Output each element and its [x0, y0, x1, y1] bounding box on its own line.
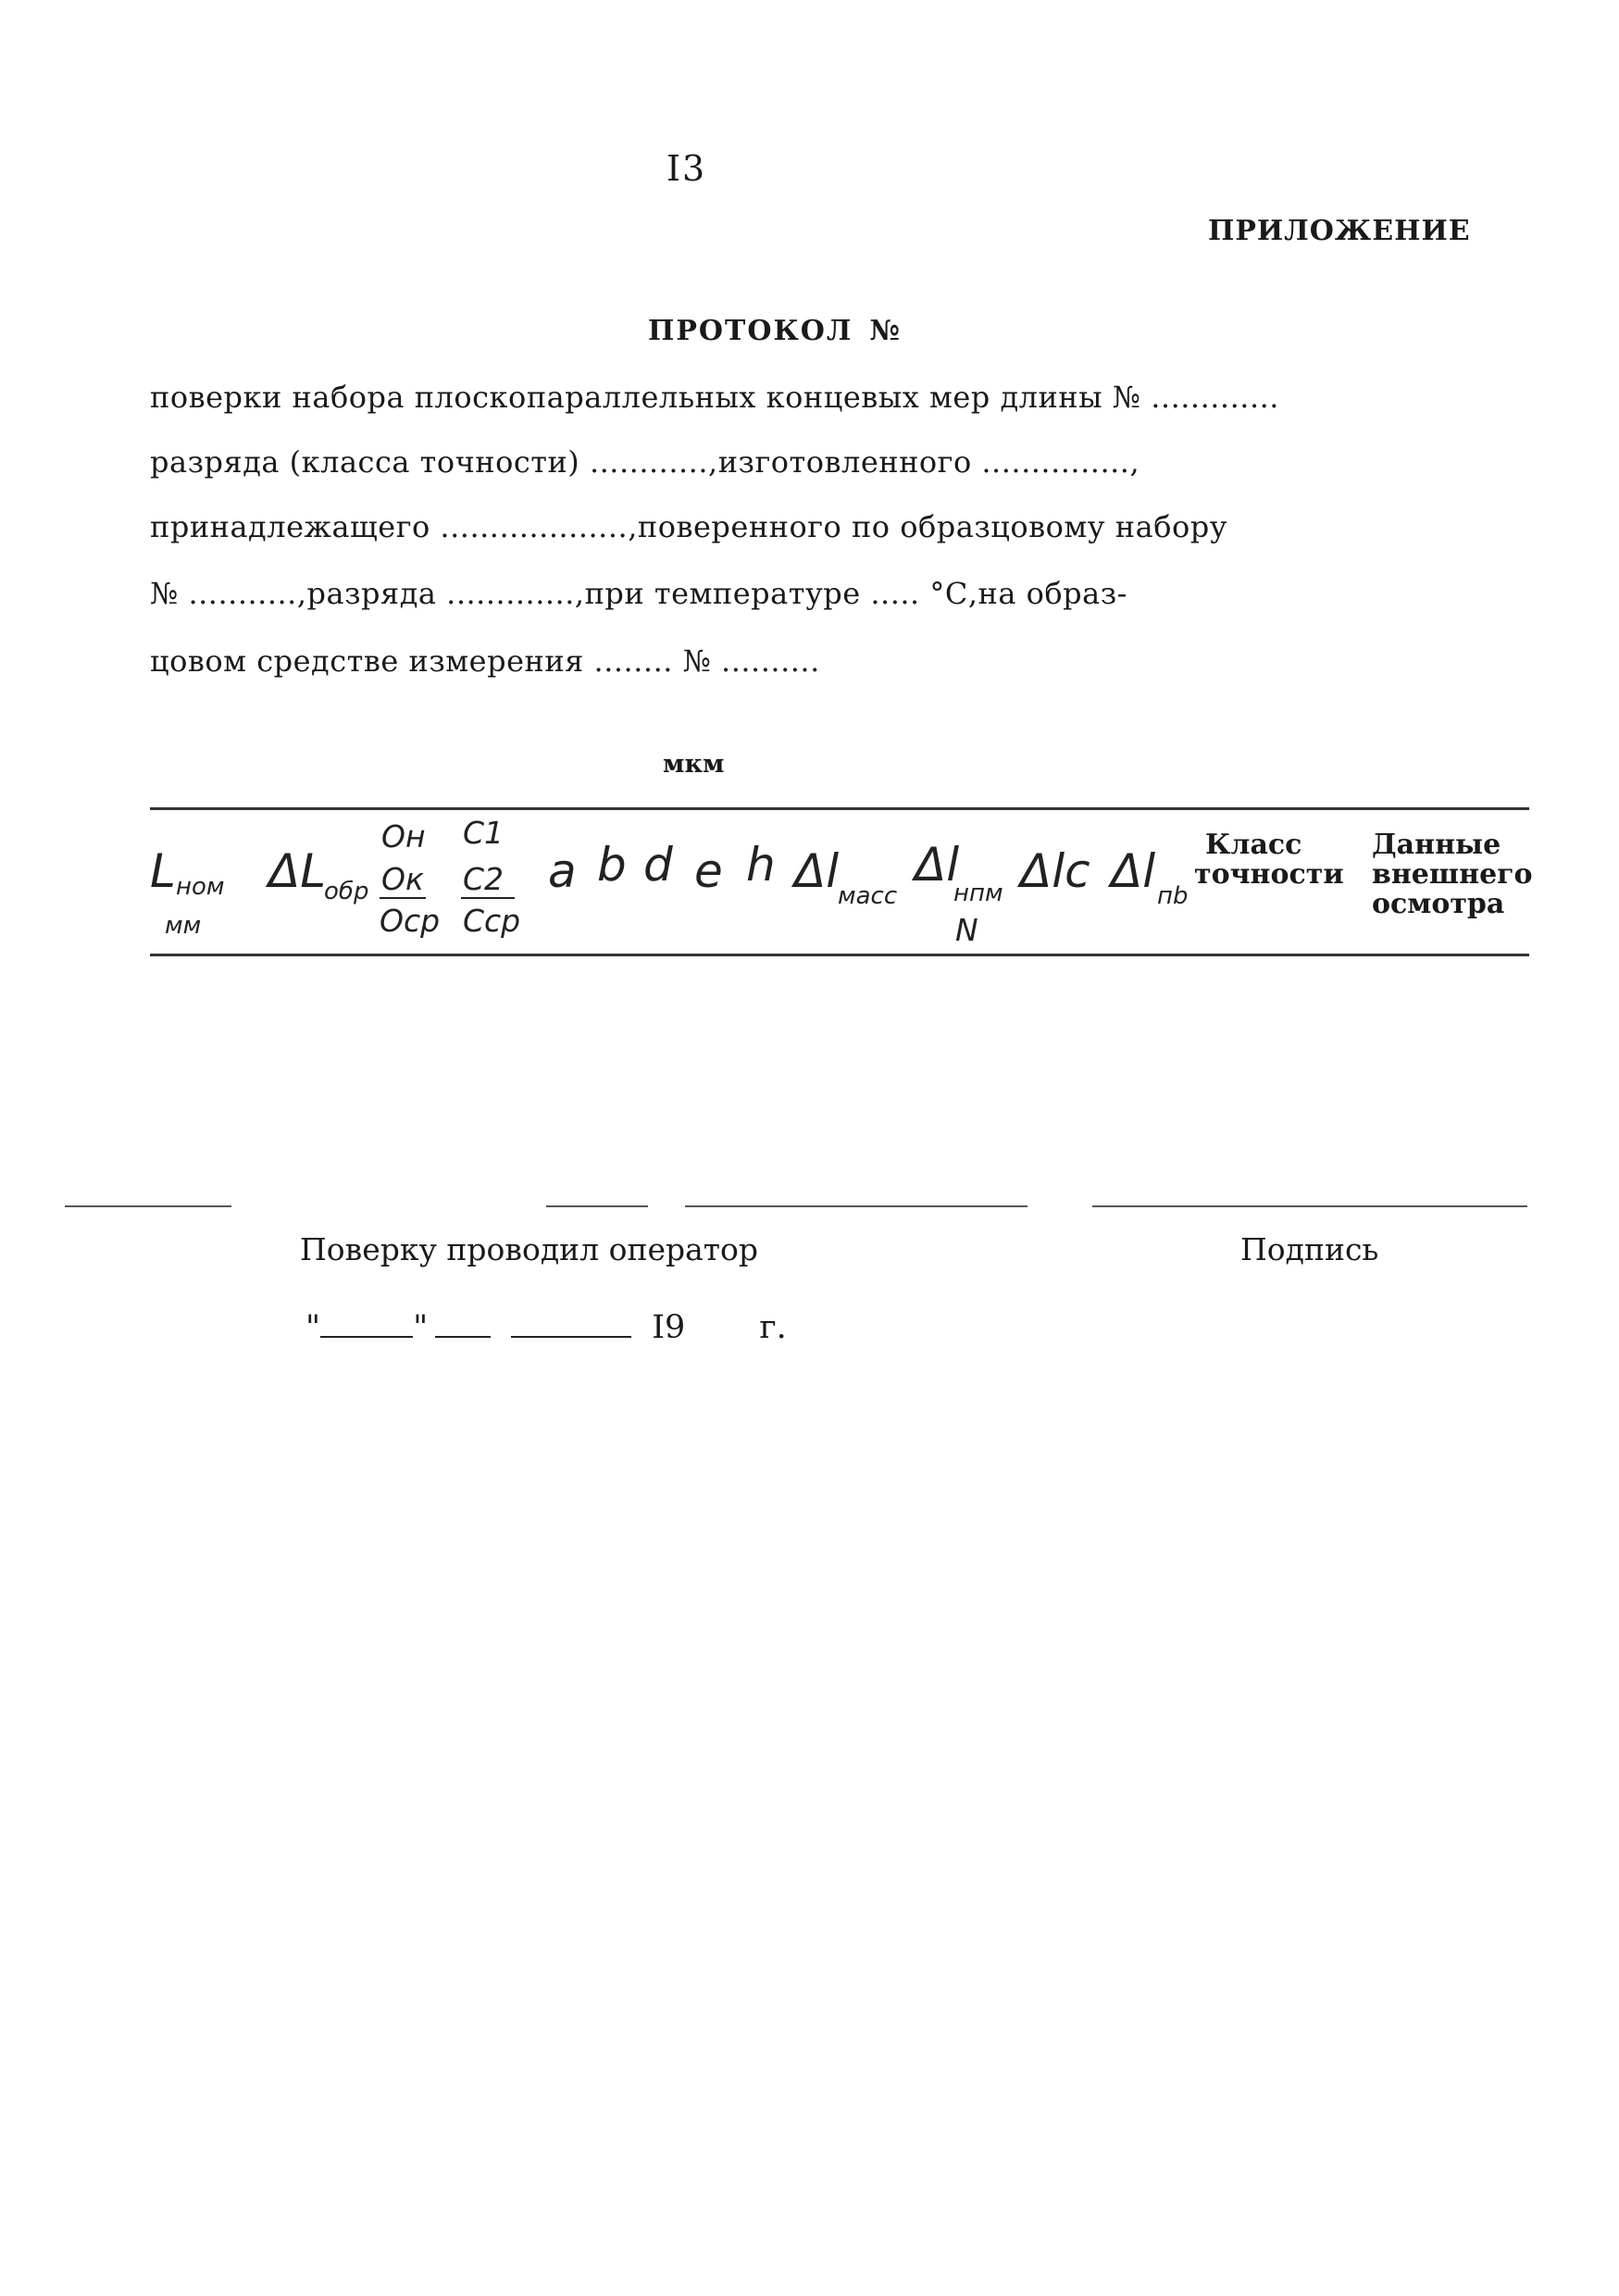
body-line-2: разряда (класса точности) ............,изготовленного ...............,: [150, 444, 1140, 480]
protocol-title-text: ПРОТОКОЛ: [648, 315, 853, 347]
table-bottom-rule: [150, 954, 1529, 956]
col-delta-l-macc-sub: масс: [838, 882, 898, 910]
unit-label: мкм: [663, 750, 725, 779]
col-l-nom-unit: мм: [165, 912, 202, 940]
col-class-accuracy: [1194, 830, 1344, 890]
col-c-mid: С2: [463, 861, 504, 897]
col-o-mid: Ок: [381, 861, 424, 897]
separator-rule-4: [1092, 1205, 1527, 1207]
month-blank-2: [511, 1335, 631, 1338]
col-c-top: С1: [463, 815, 504, 851]
col-delta-l-macc: Δl: [794, 844, 840, 898]
table-top-rule: [150, 807, 1529, 810]
date-quote-close: ": [413, 1309, 429, 1346]
col-a: a: [548, 844, 577, 898]
col-delta-l-nb-sub: пb: [1157, 882, 1189, 910]
separator-rule-2: [546, 1205, 648, 1207]
col-class-accuracy-line2: точности: [1194, 858, 1344, 891]
col-external-line2: внешнего: [1372, 858, 1533, 891]
year-suffix: г.: [759, 1309, 787, 1346]
col-external-inspection: [1372, 830, 1533, 919]
page-number: I3: [666, 148, 707, 189]
signature-label: Подпись: [1240, 1231, 1379, 1267]
separator-rule-3: [685, 1205, 1027, 1207]
col-delta-l-obr-sub: обр: [324, 878, 369, 905]
body-line-1: поверки набора плоскопараллельных концевых мер длины № .............: [150, 380, 1279, 415]
date-line: [305, 1309, 787, 1346]
col-l-nom: L: [150, 844, 176, 898]
col-b: b: [597, 838, 627, 892]
col-c-fraction-line: [461, 897, 515, 899]
year-prefix: I9: [652, 1309, 686, 1346]
protocol-title: [648, 315, 902, 347]
col-d: d: [643, 838, 673, 892]
col-delta-l-nb: Δl: [1111, 844, 1156, 898]
col-o-bottom: Оср: [380, 903, 441, 939]
col-class-accuracy-line1: Класс: [1205, 829, 1302, 861]
col-delta-l-nom-sub: нпм: [953, 880, 1003, 907]
col-h: h: [746, 838, 776, 892]
day-blank: [320, 1335, 413, 1338]
operator-label: Поверку проводил оператор: [300, 1231, 759, 1267]
col-delta-l-c: Δlс: [1020, 844, 1090, 898]
col-e: e: [694, 844, 723, 898]
body-line-5: цовом средстве измерения ........ № ..........: [150, 643, 820, 679]
appendix-heading: ПРИЛОЖЕНИЕ: [1208, 215, 1471, 247]
col-external-line1: Данные: [1372, 829, 1501, 861]
col-o-fraction-line: [380, 897, 426, 899]
col-delta-l-nom: Δl: [915, 838, 960, 892]
col-o-top: Он: [381, 818, 426, 855]
body-line-4: № ...........,разряда .............,при температуре ..... °С,на образ-: [150, 576, 1127, 611]
separator-rule-1: [65, 1205, 231, 1207]
col-c-bottom: Сср: [463, 903, 521, 939]
col-delta-l-nom-under: N: [955, 912, 978, 948]
month-blank-1: [435, 1335, 491, 1338]
col-l-nom-sub: ном: [176, 873, 225, 901]
col-delta-l-obr: ΔL: [268, 844, 327, 898]
protocol-number-sign: №: [869, 315, 903, 347]
body-line-3: принадлежащего ...................,поверенного по образцовому набору: [150, 509, 1228, 544]
date-quote-open: ": [305, 1309, 321, 1346]
col-external-line3: осмотра: [1372, 888, 1505, 920]
